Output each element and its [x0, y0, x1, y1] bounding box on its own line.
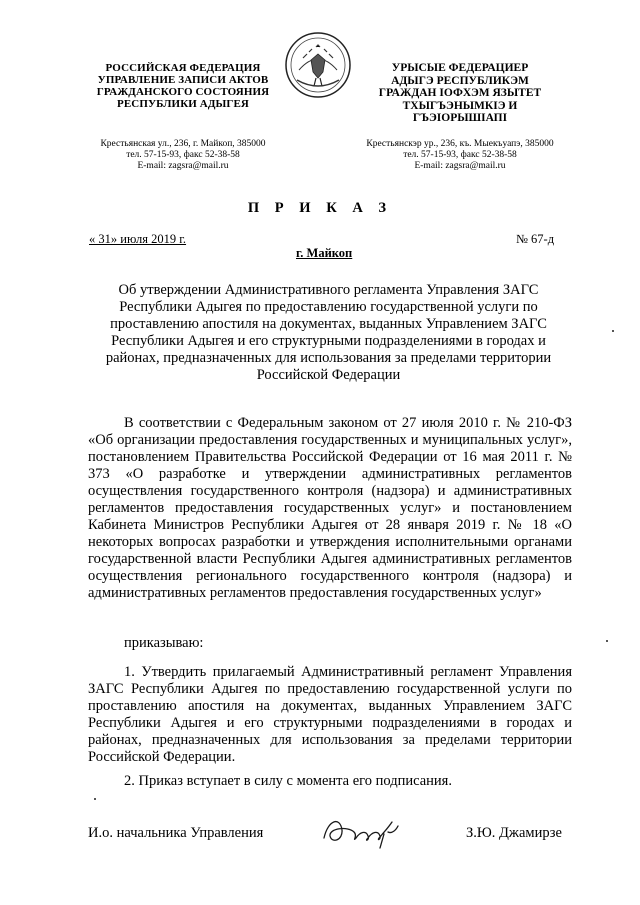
address-right-block	[345, 139, 575, 172]
header-left-line: РЕСПУБЛИКИ АДЫГЕЯ	[117, 98, 249, 110]
address-right-line: Крестьянскэр ур., 236, къ. Мыекъуапэ, 385000	[366, 139, 554, 149]
order-item-2: 2. Приказ вступает в силу с момента его подписания.	[124, 773, 452, 789]
address-left-line: E-mail: zagsra@mail.ru	[137, 161, 229, 171]
header-left-block	[68, 62, 298, 110]
header-right-line: ТХЫГЪЭНЫМКІЭ И	[402, 99, 518, 112]
address-right-line: E-mail: zagsra@mail.ru	[414, 161, 506, 171]
header-right-line: ГЪЭІОРЫШІАПІ	[412, 112, 508, 124]
header-right-line: УРЫСЫЕ ФЕДЕРАЦИЕР	[391, 62, 529, 74]
order-word: приказываю:	[124, 635, 204, 651]
address-left-line: Крестьянская ул., 236, г. Майкоп, 385000	[100, 139, 266, 149]
document-city: г. Майкоп	[296, 246, 353, 260]
header-left-line: ГРАЖДАНСКОГО СОСТОЯНИЯ	[96, 86, 270, 98]
scan-speck	[606, 640, 608, 642]
signatory-position: И.о. начальника Управления	[88, 825, 264, 841]
header-right-line: АДЫГЭ РЕСПУБЛИКЭМ	[391, 74, 529, 87]
signatory-name: З.Ю. Джамирзе	[466, 825, 562, 841]
order-item-1: 1. Утвердить прилагаемый Административный регламент Управления ЗАГС Республики Адыгея по предоставлению государственной услуги по проставлению апостиля на документах, выданных Управлением ЗАГС Республики Адыгея и его структурными подразделениями в городах и районах, предназначенных для использования за пределами территории Российской Федерации.	[88, 664, 572, 765]
document-number: № 67-д	[516, 232, 555, 246]
document-date: « 31» июля 2019 г.	[89, 232, 187, 246]
header-right-block	[345, 62, 575, 125]
document-title: П Р И К А З	[247, 200, 393, 216]
coat-of-arms-icon	[283, 30, 353, 100]
scan-speck	[612, 330, 614, 332]
address-right-line: тел. 57-15-93, факс 52-38-58	[403, 150, 517, 160]
header-left-line: РОССИЙСКАЯ ФЕДЕРАЦИЯ	[105, 62, 261, 74]
document-subject: Об утверждении Административного регламента Управления ЗАГС Республики Адыгея по предоставлению государственной услуги по проставлению апостиля на документах, выданных Управлением ЗАГС Республики Адыгея и его структурными подразделениями в городах и районах, предназначенных для использования за пределами территории Российской Федерации	[105, 282, 552, 383]
scan-speck	[94, 798, 96, 800]
preamble-paragraph: В соответствии с Федеральным законом от 27 июля 2010 г. № 210-ФЗ «Об организации предоставления государственных и муниципальных услуг», постановлением Правительства Российской Федерации от 16 мая 2011 г. № 373 «О разработке и утверждении административных регламентов осуществления государственного контроля (надзора) и административных регламентов предоставления государственных услуг» и постановлением Кабинета Министров Республики Адыгея от 28 января 2019 г. № 18 «О некоторых вопросах разработки и утверждения исполнительными органами государственной власти Республики Адыгея административных регламентов осуществления регионального государственного контроля (надзора) и административных регламентов предоставления государственных услуг»	[88, 415, 572, 601]
header-left-line: УПРАВЛЕНИЕ ЗАПИСИ АКТОВ	[97, 74, 269, 86]
address-left-block	[68, 139, 298, 172]
header-right-line: ГРАЖДАН ІОФХЭМ ЯЗЫТЕТ	[378, 87, 542, 99]
handwritten-signature	[318, 808, 410, 852]
address-left-line: тел. 57-15-93, факс 52-38-58	[126, 150, 240, 160]
